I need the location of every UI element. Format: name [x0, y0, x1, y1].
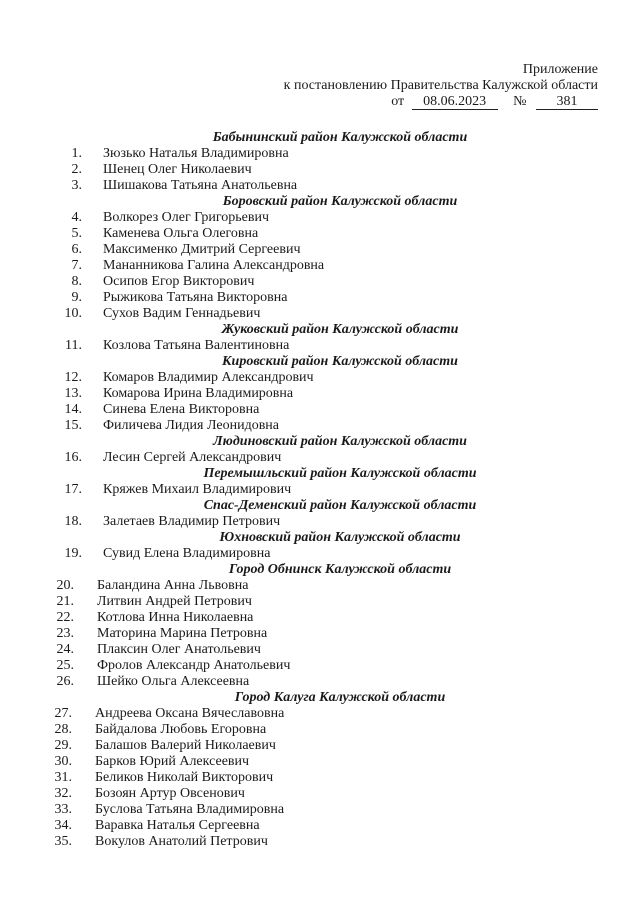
person-name: Максименко Дмитрий Сергеевич	[103, 242, 301, 257]
item-number: 14.	[64, 402, 82, 417]
person-name: Шейко Ольга Алексеевна	[97, 674, 250, 689]
district-heading: Бабынинский район Калужской области	[212, 130, 468, 145]
list-item	[0, 242, 640, 258]
item-number: 5.	[71, 226, 82, 241]
person-name: Залетаев Владимир Петрович	[103, 514, 281, 529]
list-item	[0, 386, 640, 402]
date-number-line	[284, 94, 598, 110]
list-item	[0, 162, 640, 178]
district-heading: Перемышльский район Калужской области	[203, 466, 477, 481]
list-item	[0, 178, 640, 194]
person-name: Козлова Татьяна Валентиновна	[103, 338, 290, 353]
item-number: 35.	[54, 834, 72, 849]
district-heading: Людиновский район Калужской области	[213, 434, 467, 449]
person-name: Каменева Ольга Олеговна	[103, 226, 259, 241]
district-heading: Спас-Деменский район Калужской области	[203, 498, 477, 513]
item-number: 17.	[64, 482, 82, 497]
person-name: Байдалова Любовь Егоровна	[95, 722, 267, 737]
item-number: 2.	[71, 162, 82, 177]
number-label: №	[513, 94, 527, 109]
resolution-number: 381	[536, 95, 598, 110]
item-number: 29.	[54, 738, 72, 753]
item-number: 20.	[56, 578, 74, 593]
list-item	[0, 482, 640, 498]
district-heading: Юхновский район Калужской области	[219, 530, 461, 545]
person-name: Кряжев Михаил Владимирович	[103, 482, 292, 497]
person-name: Балашов Валерий Николаевич	[95, 738, 276, 753]
list-item	[0, 514, 640, 530]
person-name: Сувид Елена Владимировна	[103, 546, 271, 561]
person-name: Синева Елена Викторовна	[103, 402, 260, 417]
item-number: 31.	[54, 770, 72, 785]
appendix-title: Приложение	[522, 62, 598, 77]
list-item	[0, 722, 640, 738]
person-name: Осипов Егор Викторович	[103, 274, 255, 289]
person-name: Литвин Андрей Петрович	[97, 594, 252, 609]
item-number: 10.	[64, 306, 82, 321]
person-name: Зюзько Наталья Владимировна	[103, 146, 289, 161]
list-item	[0, 226, 640, 242]
item-number: 25.	[56, 658, 74, 673]
list-item	[0, 802, 640, 818]
list-item	[0, 706, 640, 722]
item-number: 11.	[65, 338, 82, 353]
item-number: 1.	[71, 146, 82, 161]
person-name: Лесин Сергей Александрович	[103, 450, 282, 465]
person-name: Баландина Анна Львовна	[97, 578, 249, 593]
item-number: 32.	[54, 786, 72, 801]
list-item	[0, 674, 640, 690]
list-item	[0, 786, 640, 802]
list-item	[0, 290, 640, 306]
item-number: 19.	[64, 546, 82, 561]
person-name: Рыжикова Татьяна Викторовна	[103, 290, 288, 305]
list-item	[0, 370, 640, 386]
item-number: 7.	[71, 258, 82, 273]
district-heading: Жуковский район Калужской области	[221, 322, 459, 337]
list-item	[0, 770, 640, 786]
person-name: Котлова Инна Николаевна	[97, 610, 254, 625]
list-item	[0, 546, 640, 562]
item-number: 30.	[54, 754, 72, 769]
person-name: Мананникова Галина Александровна	[103, 258, 325, 273]
district-heading: Город Обнинск Калужской области	[228, 562, 452, 577]
from-label: от	[391, 94, 405, 109]
item-number: 34.	[54, 818, 72, 833]
person-name: Андреева Оксана Вячеславовна	[95, 706, 285, 721]
person-name: Буслова Татьяна Владимировна	[95, 802, 285, 817]
document-header	[284, 62, 598, 110]
person-name: Комаров Владимир Александрович	[103, 370, 314, 385]
item-number: 33.	[54, 802, 72, 817]
list-item	[0, 578, 640, 594]
list-item	[0, 818, 640, 834]
list-item	[0, 626, 640, 642]
person-name: Шишакова Татьяна Анатольевна	[103, 178, 298, 193]
list-item	[0, 658, 640, 674]
resolution-reference: к постановлению Правительства Калужской области	[283, 78, 598, 93]
person-name: Комарова Ирина Владимировна	[103, 386, 294, 401]
person-name: Плаксин Олег Анатольевич	[97, 642, 261, 657]
list-item	[0, 338, 640, 354]
list-item	[0, 594, 640, 610]
person-name: Фролов Александр Анатольевич	[97, 658, 291, 673]
item-number: 27.	[54, 706, 72, 721]
item-number: 23.	[56, 626, 74, 641]
item-number: 4.	[71, 210, 82, 225]
item-number: 24.	[56, 642, 74, 657]
person-name: Бозоян Артур Овсенович	[95, 786, 245, 801]
item-number: 26.	[56, 674, 74, 689]
list-item	[0, 834, 640, 850]
item-number: 21.	[56, 594, 74, 609]
resolution-date: 08.06.2023	[412, 95, 498, 110]
item-number: 15.	[64, 418, 82, 433]
item-number: 18.	[64, 514, 82, 529]
person-name: Волкорез Олег Григорьевич	[103, 210, 270, 225]
list-item	[0, 402, 640, 418]
list-item	[0, 450, 640, 466]
item-number: 9.	[71, 290, 82, 305]
people-list	[0, 130, 640, 850]
list-item	[0, 754, 640, 770]
list-item	[0, 306, 640, 322]
district-heading: Город Калуга Калужской области	[234, 690, 446, 705]
item-number: 22.	[56, 610, 74, 625]
item-number: 13.	[64, 386, 82, 401]
district-heading: Кировский район Калужской области	[222, 354, 458, 369]
person-name: Шенец Олег Николаевич	[103, 162, 252, 177]
list-item	[0, 210, 640, 226]
district-heading: Боровский район Калужской области	[222, 194, 458, 209]
item-number: 3.	[71, 178, 82, 193]
list-item	[0, 274, 640, 290]
list-item	[0, 258, 640, 274]
person-name: Беликов Николай Викторович	[95, 770, 274, 785]
list-item	[0, 610, 640, 626]
person-name: Филичева Лидия Леонидовна	[103, 418, 280, 433]
person-name: Маторина Марина Петровна	[97, 626, 268, 641]
item-number: 16.	[64, 450, 82, 465]
item-number: 8.	[71, 274, 82, 289]
list-item	[0, 642, 640, 658]
person-name: Вокулов Анатолий Петрович	[95, 834, 268, 849]
list-item	[0, 738, 640, 754]
item-number: 6.	[71, 242, 82, 257]
item-number: 28.	[54, 722, 72, 737]
list-item	[0, 146, 640, 162]
list-item	[0, 418, 640, 434]
person-name: Барков Юрий Алексеевич	[95, 754, 250, 769]
person-name: Сухов Вадим Геннадьевич	[103, 306, 261, 321]
item-number: 12.	[64, 370, 82, 385]
person-name: Варавка Наталья Сергеевна	[95, 818, 260, 833]
